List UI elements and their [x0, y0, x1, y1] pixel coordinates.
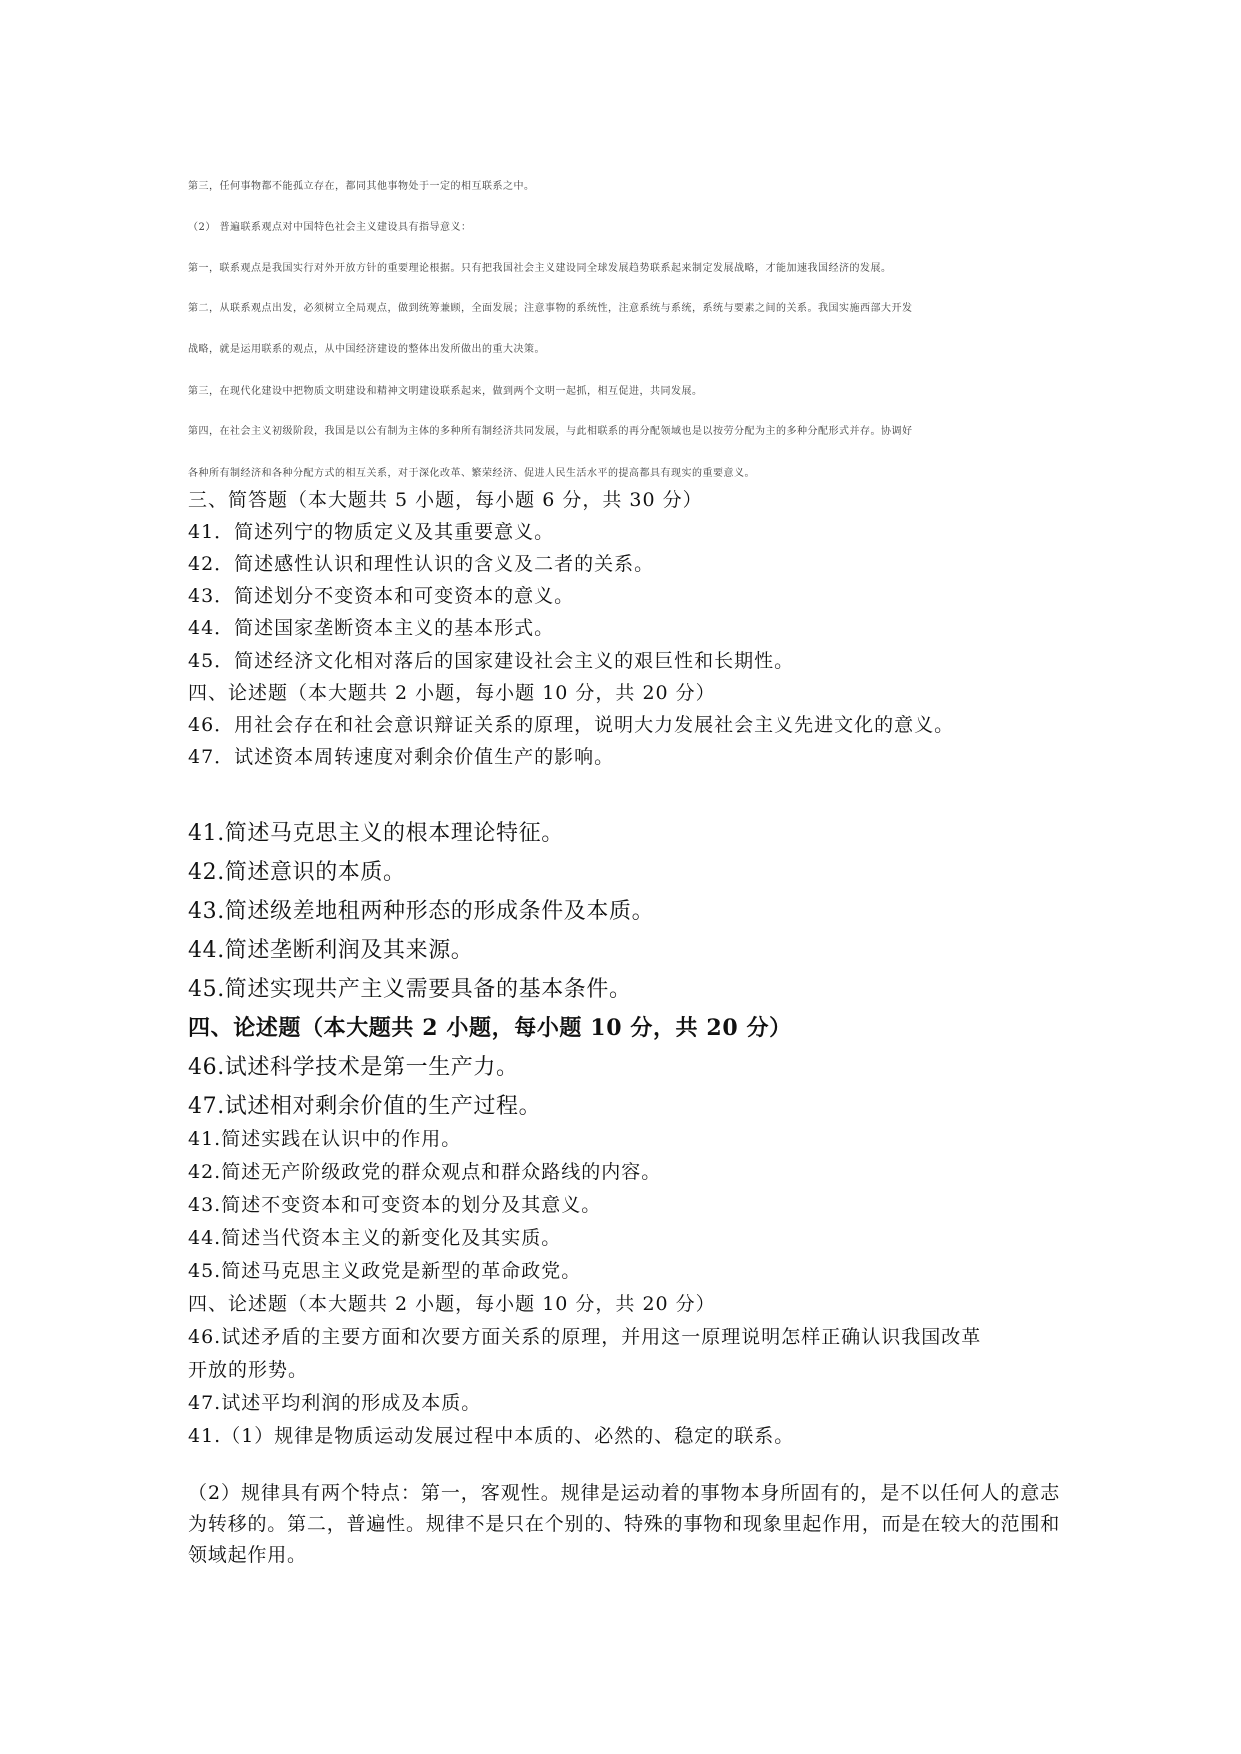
section-heading: 四、论述题（本大题共 2 小题，每小题 10 分，共 20 分） [188, 1015, 792, 1041]
question-item: 47．试述资本周转速度对剩余价值生产的影响。 [188, 746, 615, 768]
question-item: 45.简述马克思主义政党是新型的革命政党。 [188, 1260, 582, 1282]
note-line: 各种所有制经济和各种分配方式的相互关系，对于深化改革、繁荣经济、促进人民生活水平的提高都具有现实的重要意义。 [188, 468, 755, 479]
question-item: 43.简述不变资本和可变资本的划分及其意义。 [188, 1194, 602, 1216]
question-item: 46.试述矛盾的主要方面和次要方面关系的原理，并用这一原理说明怎样正确认识我国改革 [188, 1326, 982, 1348]
question-item: 41.简述实践在认识中的作用。 [188, 1128, 462, 1150]
note-line: 第三，在现代化建设中把物质文明建设和精神文明建设联系起来，做到两个文明一起抓，相互促进，共同发展。 [188, 386, 703, 397]
note-line: 战略，就是运用联系的观点，从中国经济建设的整体出发所做出的重大决策。 [188, 344, 545, 355]
question-item: 43.简述级差地租两种形态的形成条件及本质。 [188, 899, 655, 924]
question-item: 42.简述意识的本质。 [188, 860, 406, 885]
question-item: 42．简述感性认识和理性认识的含义及二者的关系。 [188, 553, 655, 575]
question-item: 45.简述实现共产主义需要具备的基本条件。 [188, 977, 632, 1002]
question-item: 41．简述列宁的物质定义及其重要意义。 [188, 521, 555, 543]
question-item: 41.简述马克思主义的根本理论特征。 [188, 821, 564, 846]
question-item: 46.试述科学技术是第一生产力。 [188, 1055, 519, 1080]
note-line: （2） 普遍联系观点对中国特色社会主义建设具有指导意义： [188, 222, 472, 233]
section-heading: 四、论述题（本大题共 2 小题，每小题 10 分，共 20 分） [188, 1293, 716, 1315]
question-item: 44.简述垄断利润及其来源。 [188, 938, 474, 963]
note-line: 第三，任何事物都不能孤立存在，都同其他事物处于一定的相互联系之中。 [188, 181, 535, 192]
note-line: 第四，在社会主义初级阶段，我国是以公有制为主体的多种所有制经济共同发展，与此相联系的再分配领域也是以按劳分配为主的多种分配形式并存。协调好 [188, 426, 913, 437]
section-heading: 四、论述题（本大题共 2 小题，每小题 10 分，共 20 分） [188, 682, 716, 704]
note-line: 第二，从联系观点出发，必须树立全局观点，做到统筹兼顾，全面发展；注意事物的系统性，注意系统与系统，系统与要素之间的关系。我国实施西部大开发 [188, 303, 913, 314]
question-item: 47.试述相对剩余价值的生产过程。 [188, 1094, 542, 1119]
question-item: 42.简述无产阶级政党的群众观点和群众路线的内容。 [188, 1161, 662, 1183]
answer-paragraph: （2）规律具有两个特点：第一，客观性。规律是运动着的事物本身所固有的，是不以任何人的意志为转移的。第二，普遍性。规律不是只在个别的、特殊的事物和现象里起作用，而是在较大的范围和领域起作用。 [188, 1482, 1060, 1566]
question-item: 43．简述划分不变资本和可变资本的意义。 [188, 585, 575, 607]
question-item: 开放的形势。 [188, 1359, 309, 1381]
question-item: 45．简述经济文化相对落后的国家建设社会主义的艰巨性和长期性。 [188, 650, 795, 672]
answer-item: 41.（1）规律是物质运动发展过程中本质的、必然的、稳定的联系。 [188, 1425, 795, 1447]
section-heading: 三、简答题（本大题共 5 小题，每小题 6 分，共 30 分） [188, 489, 703, 511]
question-item: 44.简述当代资本主义的新变化及其实质。 [188, 1227, 562, 1249]
note-line: 第一，联系观点是我国实行对外开放方针的重要理论根据。只有把我国社会主义建设同全球发展趋势联系起来制定发展战略，才能加速我国经济的发展。 [188, 263, 892, 274]
question-item: 47.试述平均利润的形成及本质。 [188, 1392, 482, 1414]
question-item: 44．简述国家垄断资本主义的基本形式。 [188, 617, 555, 639]
question-item: 46．用社会存在和社会意识辩证关系的原理，说明大力发展社会主义先进文化的意义。 [188, 714, 955, 736]
